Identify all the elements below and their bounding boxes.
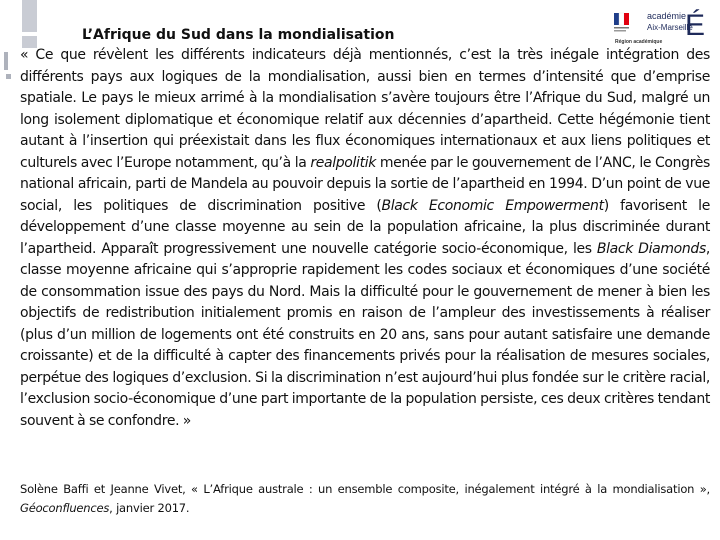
logo-rf-line2 bbox=[614, 30, 626, 32]
quote-italic-black-diamonds: Black Diamonds bbox=[596, 240, 706, 257]
quote-text bbox=[20, 45, 710, 432]
citation bbox=[20, 480, 710, 518]
logo-flag-blue bbox=[614, 13, 619, 25]
quote-part-3: ) favorisent le développement d’une classe moyenne au sein de la population africaine, la plus discriminée durant l’apartheid. Apparaît progressivement une nouvelle catégorie socio-économique, les bbox=[20, 197, 710, 257]
quote-part-2: menée par le gouvernement de l’ANC, le Congrès national africain, parti de Mandela au pouvoir depuis la sortie de l’apartheid en 1994. D’un point de vue social, les politiques de discrimination positive ( bbox=[20, 154, 710, 214]
logo-caption: Région académique bbox=[615, 39, 663, 45]
logo-flag-white bbox=[619, 13, 624, 25]
decorative-block-top bbox=[22, 0, 37, 32]
academie-logo bbox=[612, 4, 712, 46]
quote-italic-bee: Black Economic Empowerment bbox=[381, 197, 604, 214]
logo-flag-red bbox=[624, 13, 629, 25]
decorative-block-small bbox=[6, 74, 11, 79]
quote-italic-realpolitik: realpolitik bbox=[310, 154, 377, 171]
logo-big-letter: É bbox=[685, 9, 706, 42]
quote-part-4: , classe moyenne africaine qui s’approprie rapidement les codes sociaux et économiques d’une société de consommation issue des pays du Nord. Mais la difficulté pour le gouvernement de mener à bien les objectifs de redistribution initialement promis en raison de l’ampleur des investissements à réaliser (plus d’un million de logements ont été construits en 20 ans, sans pour autant satisfaire une demande croissante) et de la difficulté à capter des financements privés pour la réalisation de mesures sociales, perpétue des logiques d’exclusion. Si la discrimination n’est aujourd’hui plus fondée sur le critère racial, l’exclusion socio-économique d’une part importante de la population persiste, ces deux critères tendant souvent à se confondre. » bbox=[20, 240, 711, 429]
decorative-block-side bbox=[4, 52, 8, 70]
logo-line1: académie bbox=[647, 11, 687, 21]
quote-part-1: « Ce que révèlent les différents indicateurs déjà mentionnés, c’est la très inégale intégration des différents pays aux logiques de la mondialisation, aussi bien en termes d’intensité que d’emprise spatiale. Le pays le mieux arrimé à la mondialisation s’avère toujours être l’Afrique du Sud, malgré un long isolement diplomatique et économique relatif aux décennies d’apartheid. Cette hégémonie tient autant à l’insertion qui préexistait dans les flux économiques internationaux et aux liens politiques et culturels avec l’Europe notamment, qu’à la bbox=[20, 47, 710, 171]
slide-title: L’Afrique du Sud dans la mondialisation bbox=[82, 27, 395, 43]
citation-date: , janvier 2017. bbox=[109, 501, 190, 515]
logo-line2: Aix-Marseille bbox=[647, 23, 693, 32]
logo-graphic bbox=[612, 4, 712, 46]
citation-source: Géoconfluences bbox=[20, 501, 110, 515]
logo-rf-line1 bbox=[614, 27, 629, 29]
citation-text: Solène Baffi et Jeanne Vivet, « L’Afrique australe : un ensemble composite, inégalement intégré à la mondialisation », bbox=[20, 482, 710, 496]
